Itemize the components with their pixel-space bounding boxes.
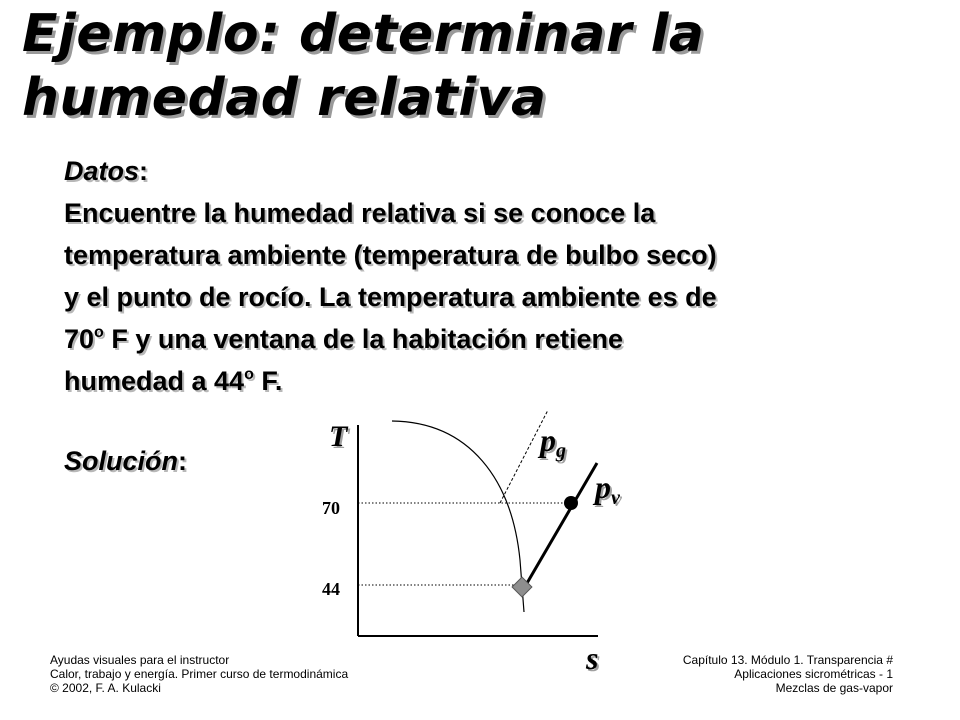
- title-line-1: Ejemplo: determinar la: [22, 4, 705, 64]
- pg-label: [537, 422, 566, 462]
- pg-label-main: p: [540, 422, 556, 458]
- solucion-label: Solución: [64, 446, 178, 476]
- saturation-curve: [392, 421, 524, 612]
- problem-line-2: temperatura ambiente (temperatura de bulbo seco): [64, 240, 717, 270]
- problem-line-3: y el punto de rocío. La temperatura ambiente es de: [64, 282, 717, 312]
- title-line-2: humedad relativa: [22, 68, 547, 128]
- footer-right: [683, 653, 893, 695]
- degree-sup-1: o: [94, 324, 104, 341]
- pg-label-sub: g: [556, 440, 566, 462]
- footer-right-line-3: Mezclas de gas-vapor: [775, 681, 893, 695]
- line4-rest: F y una ventana de la habitación retiene: [103, 324, 623, 354]
- degree-sup-2: o: [244, 366, 254, 383]
- solucion-colon: :: [178, 446, 187, 476]
- pv-label-main: p: [595, 469, 611, 505]
- tick-label-44: 44: [322, 579, 340, 599]
- datos-colon: :: [139, 156, 149, 186]
- datos-label: Datos: [64, 156, 140, 186]
- footer-right-line-2: Aplicaciones sicrométricas - 1: [734, 667, 893, 681]
- footer-left-line-3: © 2002, F. A. Kulacki: [50, 681, 161, 695]
- line5-rest: F.: [253, 366, 283, 396]
- pv-label-sub: v: [611, 487, 620, 509]
- problem-line-1: Encuentre la humedad relativa si se conoce la: [64, 198, 656, 228]
- footer-left-line-1: Ayudas visuales para el instructor: [50, 653, 230, 667]
- t-axis-label: T: [329, 420, 348, 453]
- tick-label-70: 70: [322, 498, 340, 518]
- footer-right-line-1: Capítulo 13. Módulo 1. Transparencia #: [682, 653, 893, 667]
- line4-value: 70: [64, 324, 95, 354]
- footer-left-line-2: Calor, trabajo y energía. Primer curso de termodinámica: [50, 667, 349, 681]
- s-axis-label: s: [586, 640, 599, 676]
- state-point-marker: [564, 496, 578, 510]
- footer-left: [50, 653, 348, 695]
- line5-value: humedad a 44: [64, 366, 245, 396]
- pv-label: [592, 469, 621, 509]
- pv-isobar-line: [523, 463, 597, 590]
